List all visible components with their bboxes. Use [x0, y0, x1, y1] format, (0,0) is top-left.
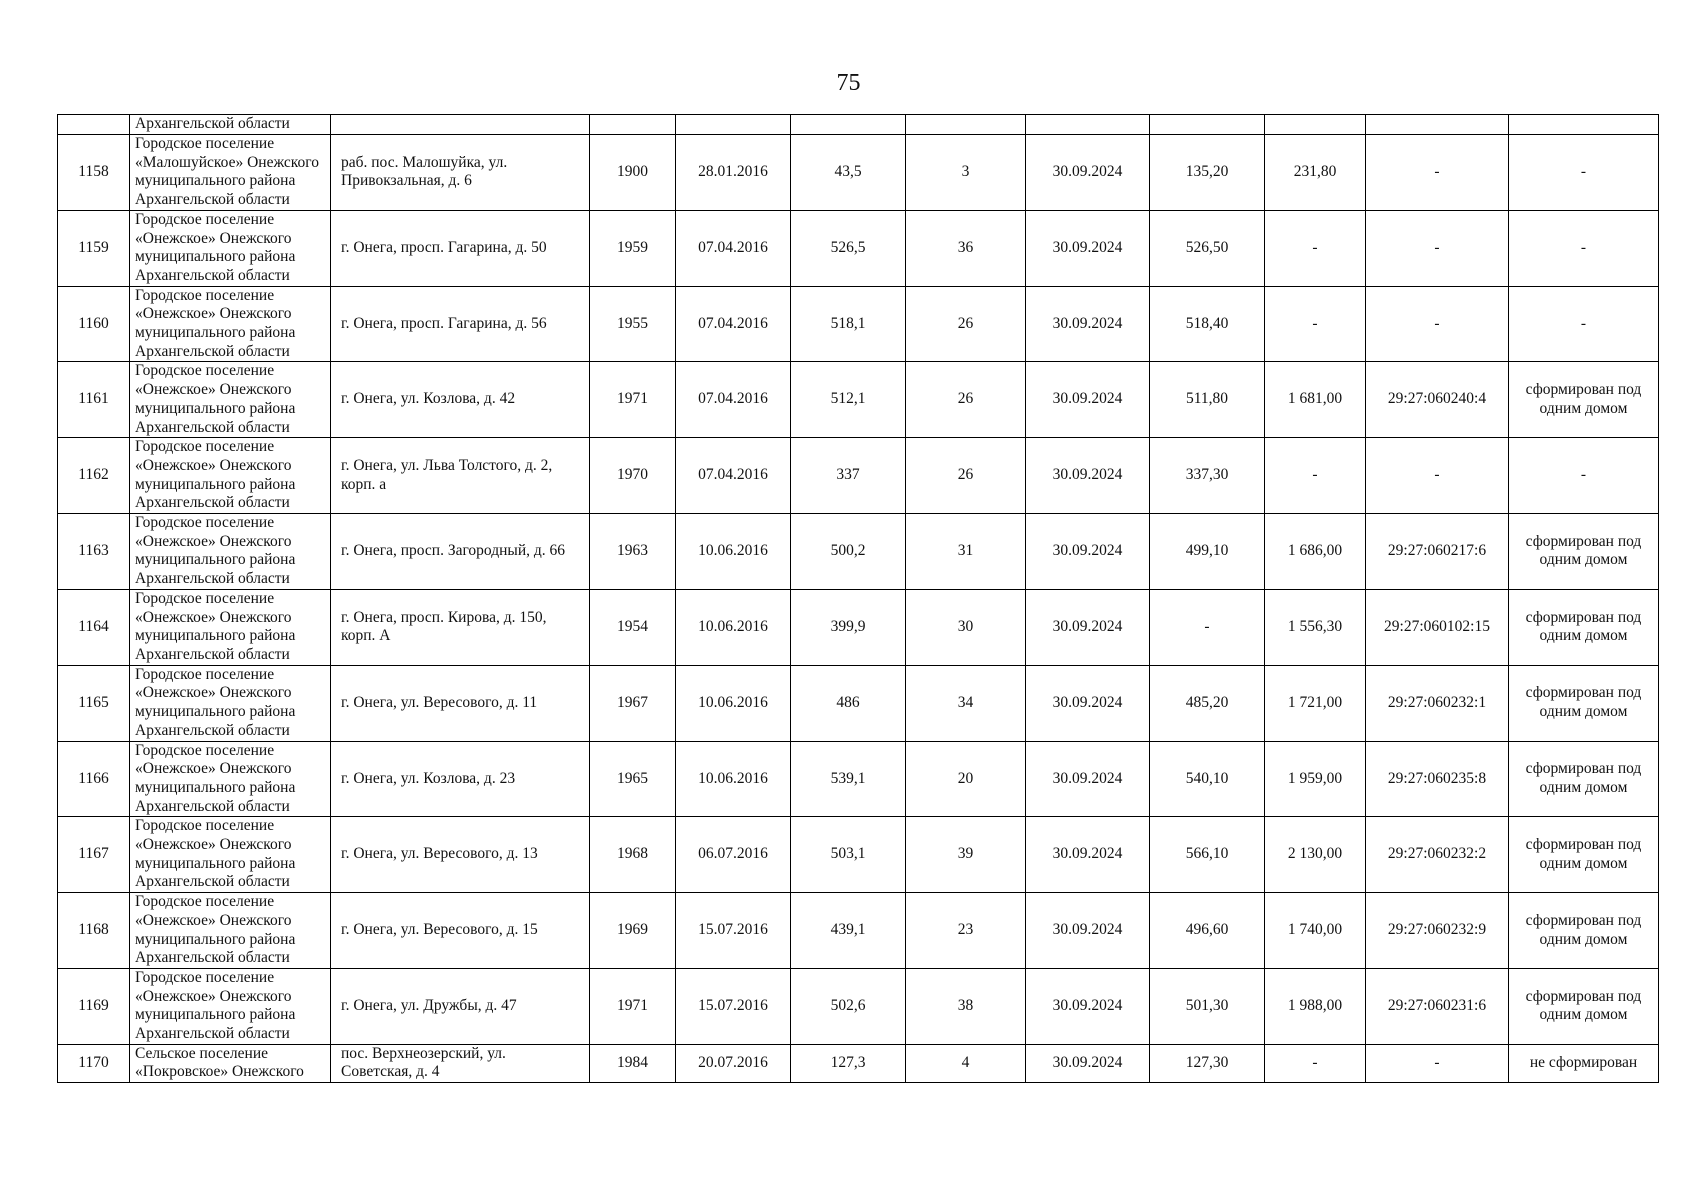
record-number: 1158 [58, 135, 130, 211]
address-cell: г. Онега, просп. Гагарина, д. 56 [331, 286, 590, 362]
address-cell: г. Онега, просп. Загородный, д. 66 [331, 514, 590, 590]
recognition-date-cell: 15.07.2016 [676, 968, 791, 1044]
municipality-cell: Городское поселение «Онежское» Онежского муниципального района Архангельской области [130, 362, 331, 438]
residents-count-cell: 36 [906, 210, 1026, 286]
land-status-cell: сформирован под одним домом [1509, 817, 1659, 893]
address-cell: г. Онега, ул. Козлова, д. 42 [331, 362, 590, 438]
living-area-cell: 501,30 [1150, 968, 1265, 1044]
construction-year-cell: 1963 [590, 514, 676, 590]
land-status-cell: не сформирован [1509, 1044, 1659, 1082]
resettlement-deadline-cell: 30.09.2024 [1026, 741, 1150, 817]
recognition-date-cell: 07.04.2016 [676, 210, 791, 286]
living-area-cell [1150, 115, 1265, 135]
cadastral-number-cell: 29:27:060231:6 [1366, 968, 1509, 1044]
construction-year-cell [590, 115, 676, 135]
table-row [58, 665, 1659, 741]
cadastral-number-cell [1366, 115, 1509, 135]
table-row [58, 741, 1659, 817]
recognition-date-cell: 10.06.2016 [676, 589, 791, 665]
construction-year-cell: 1971 [590, 362, 676, 438]
address-cell: г. Онега, ул. Вересового, д. 13 [331, 817, 590, 893]
resettlement-deadline-cell: 30.09.2024 [1026, 817, 1150, 893]
land-status-cell: - [1509, 135, 1659, 211]
recognition-date-cell: 07.04.2016 [676, 438, 791, 514]
table-row [58, 968, 1659, 1044]
construction-year-cell: 1984 [590, 1044, 676, 1082]
municipality-cell: Городское поселение «Онежское» Онежского муниципального района Архангельской области [130, 893, 331, 969]
living-area-cell: 485,20 [1150, 665, 1265, 741]
cadastral-number-cell: - [1366, 210, 1509, 286]
total-area-cell: 486 [791, 665, 906, 741]
municipality-cell: Архангельской области [130, 115, 331, 135]
recognition-date-cell: 10.06.2016 [676, 665, 791, 741]
municipality-cell: Городское поселение «Онежское» Онежского муниципального района Архангельской области [130, 968, 331, 1044]
construction-year-cell: 1970 [590, 438, 676, 514]
record-number: 1165 [58, 665, 130, 741]
total-area-cell: 43,5 [791, 135, 906, 211]
cadastral-number-cell: 29:27:060232:2 [1366, 817, 1509, 893]
residents-count-cell: 38 [906, 968, 1026, 1044]
land-area-cell: - [1265, 286, 1366, 362]
land-status-cell [1509, 115, 1659, 135]
living-area-cell: 511,80 [1150, 362, 1265, 438]
living-area-cell: 540,10 [1150, 741, 1265, 817]
record-number: 1161 [58, 362, 130, 438]
cadastral-number-cell: 29:27:060232:1 [1366, 665, 1509, 741]
total-area-cell: 526,5 [791, 210, 906, 286]
resettlement-deadline-cell: 30.09.2024 [1026, 514, 1150, 590]
total-area-cell: 337 [791, 438, 906, 514]
land-status-cell: сформирован под одним домом [1509, 514, 1659, 590]
living-area-cell: 135,20 [1150, 135, 1265, 211]
resettlement-deadline-cell: 30.09.2024 [1026, 438, 1150, 514]
residents-count-cell [906, 115, 1026, 135]
total-area-cell: 399,9 [791, 589, 906, 665]
municipality-cell: Городское поселение «Малошуйское» Онежского муниципального района Архангельской области [130, 135, 331, 211]
table-row [58, 1044, 1659, 1082]
municipality-cell: Городское поселение «Онежское» Онежского муниципального района Архангельской области [130, 589, 331, 665]
address-cell: г. Онега, ул. Дружбы, д. 47 [331, 968, 590, 1044]
table-row [58, 210, 1659, 286]
total-area-cell [791, 115, 906, 135]
total-area-cell: 127,3 [791, 1044, 906, 1082]
residents-count-cell: 31 [906, 514, 1026, 590]
land-status-cell: сформирован под одним домом [1509, 968, 1659, 1044]
total-area-cell: 503,1 [791, 817, 906, 893]
address-cell: г. Онега, ул. Вересового, д. 15 [331, 893, 590, 969]
recognition-date-cell: 07.04.2016 [676, 362, 791, 438]
address-cell: раб. пос. Малошуйка, ул. Привокзальная, д. 6 [331, 135, 590, 211]
land-area-cell: - [1265, 210, 1366, 286]
cadastral-number-cell: 29:27:060235:8 [1366, 741, 1509, 817]
construction-year-cell: 1968 [590, 817, 676, 893]
residents-count-cell: 26 [906, 438, 1026, 514]
recognition-date-cell: 07.04.2016 [676, 286, 791, 362]
record-number: 1163 [58, 514, 130, 590]
recognition-date-cell: 10.06.2016 [676, 514, 791, 590]
construction-year-cell: 1965 [590, 741, 676, 817]
land-area-cell: 1 988,00 [1265, 968, 1366, 1044]
address-cell: г. Онега, просп. Гагарина, д. 50 [331, 210, 590, 286]
residents-count-cell: 3 [906, 135, 1026, 211]
total-area-cell: 539,1 [791, 741, 906, 817]
recognition-date-cell: 10.06.2016 [676, 741, 791, 817]
table-row [58, 362, 1659, 438]
record-number: 1159 [58, 210, 130, 286]
total-area-cell: 439,1 [791, 893, 906, 969]
total-area-cell: 500,2 [791, 514, 906, 590]
residents-count-cell: 26 [906, 362, 1026, 438]
recognition-date-cell: 06.07.2016 [676, 817, 791, 893]
municipality-cell: Городское поселение «Онежское» Онежского муниципального района Архангельской области [130, 741, 331, 817]
record-number: 1170 [58, 1044, 130, 1082]
residents-count-cell: 39 [906, 817, 1026, 893]
resettlement-deadline-cell: 30.09.2024 [1026, 362, 1150, 438]
construction-year-cell: 1967 [590, 665, 676, 741]
municipality-cell: Городское поселение «Онежское» Онежского муниципального района Архангельской области [130, 514, 331, 590]
land-status-cell: сформирован под одним домом [1509, 362, 1659, 438]
municipality-cell: Городское поселение «Онежское» Онежского муниципального района Архангельской области [130, 210, 331, 286]
cadastral-number-cell: - [1366, 1044, 1509, 1082]
resettlement-deadline-cell: 30.09.2024 [1026, 968, 1150, 1044]
land-area-cell: 1 556,30 [1265, 589, 1366, 665]
record-number: 1167 [58, 817, 130, 893]
address-cell: г. Онега, ул. Козлова, д. 23 [331, 741, 590, 817]
construction-year-cell: 1954 [590, 589, 676, 665]
total-area-cell: 512,1 [791, 362, 906, 438]
cadastral-number-cell: - [1366, 438, 1509, 514]
land-status-cell: - [1509, 438, 1659, 514]
record-number: 1160 [58, 286, 130, 362]
cadastral-number-cell: 29:27:060102:15 [1366, 589, 1509, 665]
address-cell [331, 115, 590, 135]
table-row [58, 817, 1659, 893]
recognition-date-cell: 20.07.2016 [676, 1044, 791, 1082]
page-number: 75 [836, 70, 861, 96]
land-status-cell: - [1509, 210, 1659, 286]
construction-year-cell: 1969 [590, 893, 676, 969]
living-area-cell: 518,40 [1150, 286, 1265, 362]
resettlement-deadline-cell: 30.09.2024 [1026, 589, 1150, 665]
living-area-cell: 496,60 [1150, 893, 1265, 969]
cadastral-number-cell: - [1366, 286, 1509, 362]
record-number [58, 115, 130, 135]
resettlement-deadline-cell: 30.09.2024 [1026, 893, 1150, 969]
land-area-cell: 1 959,00 [1265, 741, 1366, 817]
residents-count-cell: 30 [906, 589, 1026, 665]
table-body [58, 115, 1659, 1083]
land-area-cell: - [1265, 438, 1366, 514]
land-area-cell: 1 681,00 [1265, 362, 1366, 438]
residents-count-cell: 23 [906, 893, 1026, 969]
record-number: 1162 [58, 438, 130, 514]
total-area-cell: 518,1 [791, 286, 906, 362]
resettlement-deadline-cell: 30.09.2024 [1026, 135, 1150, 211]
land-status-cell: сформирован под одним домом [1509, 741, 1659, 817]
living-area-cell: 499,10 [1150, 514, 1265, 590]
land-area-cell: 231,80 [1265, 135, 1366, 211]
table-row [58, 286, 1659, 362]
land-status-cell: сформирован под одним домом [1509, 893, 1659, 969]
cadastral-number-cell: 29:27:060217:6 [1366, 514, 1509, 590]
land-area-cell: 2 130,00 [1265, 817, 1366, 893]
table-row [58, 438, 1659, 514]
land-area-cell: 1 721,00 [1265, 665, 1366, 741]
construction-year-cell: 1959 [590, 210, 676, 286]
residents-count-cell: 26 [906, 286, 1026, 362]
recognition-date-cell: 15.07.2016 [676, 893, 791, 969]
municipality-cell: Городское поселение «Онежское» Онежского муниципального района Архангельской области [130, 817, 331, 893]
land-area-cell: 1 740,00 [1265, 893, 1366, 969]
resettlement-deadline-cell: 30.09.2024 [1026, 210, 1150, 286]
land-status-cell: сформирован под одним домом [1509, 589, 1659, 665]
table-row [58, 514, 1659, 590]
land-status-cell: сформирован под одним домом [1509, 665, 1659, 741]
land-area-cell [1265, 115, 1366, 135]
table-row [58, 115, 1659, 135]
construction-year-cell: 1955 [590, 286, 676, 362]
resettlement-deadline-cell: 30.09.2024 [1026, 1044, 1150, 1082]
living-area-cell: 566,10 [1150, 817, 1265, 893]
recognition-date-cell: 28.01.2016 [676, 135, 791, 211]
municipality-cell: Городское поселение «Онежское» Онежского муниципального района Архангельской области [130, 665, 331, 741]
record-number: 1169 [58, 968, 130, 1044]
cadastral-number-cell: - [1366, 135, 1509, 211]
construction-year-cell: 1900 [590, 135, 676, 211]
total-area-cell: 502,6 [791, 968, 906, 1044]
address-cell: г. Онега, ул. Льва Толстого, д. 2, корп. а [331, 438, 590, 514]
residents-count-cell: 4 [906, 1044, 1026, 1082]
resettlement-deadline-cell [1026, 115, 1150, 135]
living-area-cell: 526,50 [1150, 210, 1265, 286]
record-number: 1168 [58, 893, 130, 969]
record-number: 1164 [58, 589, 130, 665]
housing-registry-table [57, 114, 1659, 1083]
resettlement-deadline-cell: 30.09.2024 [1026, 286, 1150, 362]
land-area-cell: - [1265, 1044, 1366, 1082]
table-row [58, 135, 1659, 211]
land-status-cell: - [1509, 286, 1659, 362]
municipality-cell: Городское поселение «Онежское» Онежского муниципального района Архангельской области [130, 438, 331, 514]
recognition-date-cell [676, 115, 791, 135]
address-cell: г. Онега, просп. Кирова, д. 150, корп. А [331, 589, 590, 665]
living-area-cell: 127,30 [1150, 1044, 1265, 1082]
residents-count-cell: 34 [906, 665, 1026, 741]
cadastral-number-cell: 29:27:060240:4 [1366, 362, 1509, 438]
address-cell: пос. Верхнеозерский, ул. Советская, д. 4 [331, 1044, 590, 1082]
municipality-cell: Сельское поселение «Покровское» Онежского [130, 1044, 331, 1082]
municipality-cell: Городское поселение «Онежское» Онежского муниципального района Архангельской области [130, 286, 331, 362]
living-area-cell: - [1150, 589, 1265, 665]
table-row [58, 589, 1659, 665]
address-cell: г. Онега, ул. Вересового, д. 11 [331, 665, 590, 741]
cadastral-number-cell: 29:27:060232:9 [1366, 893, 1509, 969]
record-number: 1166 [58, 741, 130, 817]
resettlement-deadline-cell: 30.09.2024 [1026, 665, 1150, 741]
construction-year-cell: 1971 [590, 968, 676, 1044]
living-area-cell: 337,30 [1150, 438, 1265, 514]
table-row [58, 893, 1659, 969]
residents-count-cell: 20 [906, 741, 1026, 817]
land-area-cell: 1 686,00 [1265, 514, 1366, 590]
